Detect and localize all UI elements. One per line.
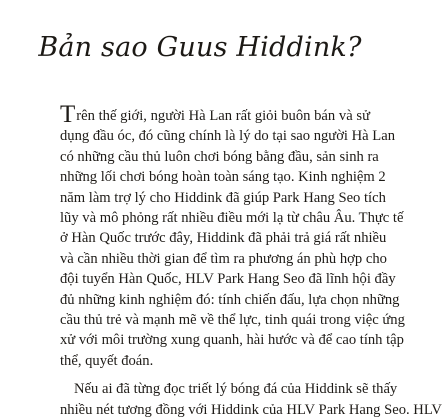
paragraph-1-line: đội tuyển Hàn Quốc, HLV Park Hang Seo đã lĩnh hội đầy xyxy=(60,271,396,288)
paragraph-1-last-line: thể, quyết đoán. xyxy=(60,352,154,369)
paragraph-1-line: lũy và mô phỏng rất nhiều điều mới lạ từ châu Âu. Thực tế xyxy=(60,210,404,227)
paragraph-1-line: dụng đầu óc, đó cũng chính là lý do tại sao người Hà Lan xyxy=(60,128,395,145)
paragraph-1-line: những lối chơi bóng hoàn toàn sáng tạo. Kinh nghiệm 2 xyxy=(60,169,386,186)
drop-cap: T xyxy=(60,101,76,128)
paragraph-1-first-line xyxy=(60,101,370,128)
paragraph-1-line: và cần nhiều thời gian để tìm ra phương án phù hợp cho xyxy=(60,250,387,267)
paragraph-1-line: có những cầu thủ luôn chơi bóng bằng đầu, sản sinh ra xyxy=(60,148,379,165)
paragraph-gap xyxy=(60,371,370,379)
paragraph-1-line: cầu thủ trẻ và mạnh mẽ về thể lực, tinh quái trong việc ứng xyxy=(60,312,405,329)
paragraph-1-line: xử với môi trường xung quanh, hài hước và để cao tính tập xyxy=(60,332,404,349)
paragraph-1-line: đủ những kinh nghiệm đó: tính chiến đấu, lựa chọn những xyxy=(60,291,400,308)
first-line-text: rên thế giới, người Hà Lan rất giỏi buôn bán và sử xyxy=(76,108,370,124)
body-text xyxy=(60,101,442,418)
paragraph-1-line: năm làm trợ lý cho Hiddink đã giúp Park Hang Seo tích xyxy=(60,189,386,206)
paragraph-2-cut-line: nhiều nét tương đồng với Hiddink của HLV Park Hang Seo. HLV xyxy=(60,401,442,418)
paragraph-2-first-line: Nếu ai đã từng đọc triết lý bóng đá của Hiddink sẽ thấy xyxy=(74,381,398,398)
paragraph-1-line: ở Hàn Quốc trước đây, Hiddink đã phải trả giá rất nhiều xyxy=(60,230,387,247)
section-heading: Bản sao Guus Hiddink? xyxy=(38,32,362,63)
